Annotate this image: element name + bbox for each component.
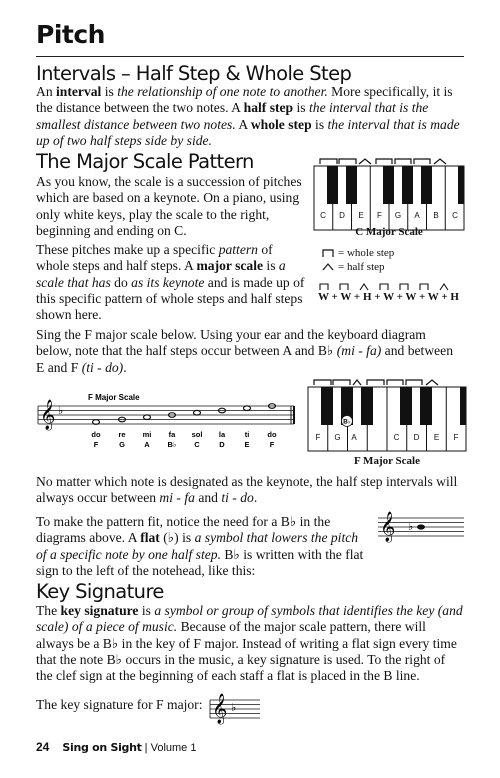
major-scale-para5: To make the pattern fit, notice the need for a B♭ in the diagrams above. A flat (♭) is a symbol that lowers the pitch of a specific note by one half step. B♭ is written with the flat sign to the left of the notehead, like this: <box>36 514 364 578</box>
major-scale-para2: These pitches make up a specific pattern of whole steps and half steps. A major scale is a scale that has do as its keynote and is made up of this specific pattern of whole steps and half steps shown here. <box>36 242 305 323</box>
flat-key-signature-icon: ♭ <box>231 702 237 714</box>
key-signature-para1: The key signature is a symbol or group of symbols that identifies the key (and scale) of a piece of music. Because of the major scale pattern, there will always be a B♭ in the key of F major. Instead of writing a flat sign every time that the note B♭ occurs in the music, a key signature is used. To the right of the clef sign at the beginning of each staff a flat is placed in the B line. <box>36 603 463 684</box>
syllable-4: fa <box>168 430 176 439</box>
footer-separator: | <box>141 742 151 754</box>
syllable-5: sol <box>191 430 203 439</box>
c-major-keys <box>314 166 464 230</box>
c-key-label: C <box>320 211 326 220</box>
page-number: 24 <box>36 740 50 754</box>
note-c <box>194 410 201 415</box>
syllable-2: re <box>118 430 126 439</box>
flat-key-signature-icon: ♭ <box>58 405 64 417</box>
a-key-label: A <box>414 211 420 220</box>
f-key-label: F <box>377 211 382 220</box>
letter-8: F <box>269 440 275 449</box>
whole-step-legend: = whole step <box>322 246 472 260</box>
whole-step-icon <box>322 248 334 258</box>
title-rule <box>36 56 464 57</box>
c-key-label: C <box>393 433 400 442</box>
key-signature-heading: Key Signature <box>36 580 164 603</box>
intervals-heading: Intervals – Half Step & Whole Step <box>36 62 352 85</box>
c-major-caption: C Major Scale <box>355 226 423 238</box>
half-step-icon <box>322 262 334 272</box>
letter-4: B♭ <box>167 440 177 449</box>
page-title: Pitch <box>36 20 105 49</box>
f-major-staff-title: F Major Scale <box>88 393 140 402</box>
step-legend <box>322 246 472 274</box>
major-scale-para4: No matter which note is designated as the keynote, the half step intervals will always occur between mi - fa and ti - do. <box>36 474 458 506</box>
g-key-label: G <box>394 211 402 220</box>
letter-7: E <box>244 440 250 449</box>
letter-2: G <box>119 440 125 449</box>
c-major-step-markers <box>320 159 446 164</box>
major-scale-para1: As you know, the scale is a succession of pitches which are based on a keynote. On a piano, using only white keys, play the scale to the right, beginning and ending on C. <box>36 174 302 238</box>
flat-sign-icon: ♭ <box>408 521 414 533</box>
g-key-label: G <box>334 433 341 442</box>
key-signature-staff <box>208 690 262 726</box>
f-major-keyboard <box>306 376 468 458</box>
f-major-keys <box>308 387 466 451</box>
treble-clef-icon: 𝄞 <box>40 399 56 429</box>
e-key-label: E <box>433 433 440 442</box>
syllable-7: ti <box>244 430 250 439</box>
major-scale-heading: The Major Scale Pattern <box>36 150 254 173</box>
e-key-label: E <box>358 211 364 220</box>
f-key-label: F <box>315 433 321 442</box>
note-a <box>144 415 151 420</box>
note-e <box>244 406 251 411</box>
letter-3: A <box>144 440 150 449</box>
b-key-label: B <box>433 211 439 220</box>
d-key-label: D <box>339 211 345 220</box>
c-high-key-label: C <box>452 211 458 220</box>
volume-label: Volume 1 <box>150 742 197 754</box>
intervals-paragraph: An interval is the relationship of one note to another. More specifically, it is the distance between the two notes. A half step is the interval that is the smallest distance between two notes. A whole step is the interval that is made up of two half steps side by side. <box>36 84 460 148</box>
a-key-label: A <box>351 433 357 442</box>
step-formula: W + W + H + W + W + W + H <box>318 291 459 303</box>
letter-6: D <box>219 440 225 449</box>
treble-clef-icon: 𝄞 <box>212 693 228 723</box>
f-major-staff <box>36 392 298 452</box>
syllable-6: la <box>218 430 226 439</box>
key-signature-para2: The key signature for F major: <box>36 697 203 712</box>
d-key-label: D <box>413 433 420 442</box>
bflat-example-staff <box>376 506 466 546</box>
formula-step-markers <box>318 281 458 291</box>
book-title: Sing on Sight <box>62 741 142 754</box>
major-scale-para3: Sing the F major scale below. Using your ear and the keyboard diagram below, note that the half steps occur between A and B♭ (mi - fa) and between E and F (ti - do). <box>36 327 453 375</box>
syllable-8: do <box>267 430 277 439</box>
f-major-caption: F Major Scale <box>354 455 420 467</box>
letter-5: C <box>194 440 200 449</box>
f-major-step-markers <box>314 380 438 385</box>
syllable-3: mi <box>142 430 152 439</box>
bflat-note <box>417 524 425 529</box>
syllable-1: do <box>91 430 101 439</box>
letter-1: F <box>93 440 99 449</box>
f-high-key-label: F <box>453 433 459 442</box>
half-step-legend: = half step <box>322 260 472 274</box>
treble-clef-icon: 𝄞 <box>380 511 396 541</box>
page-footer <box>36 740 196 754</box>
bflat-key-label: B♭ <box>343 418 351 426</box>
